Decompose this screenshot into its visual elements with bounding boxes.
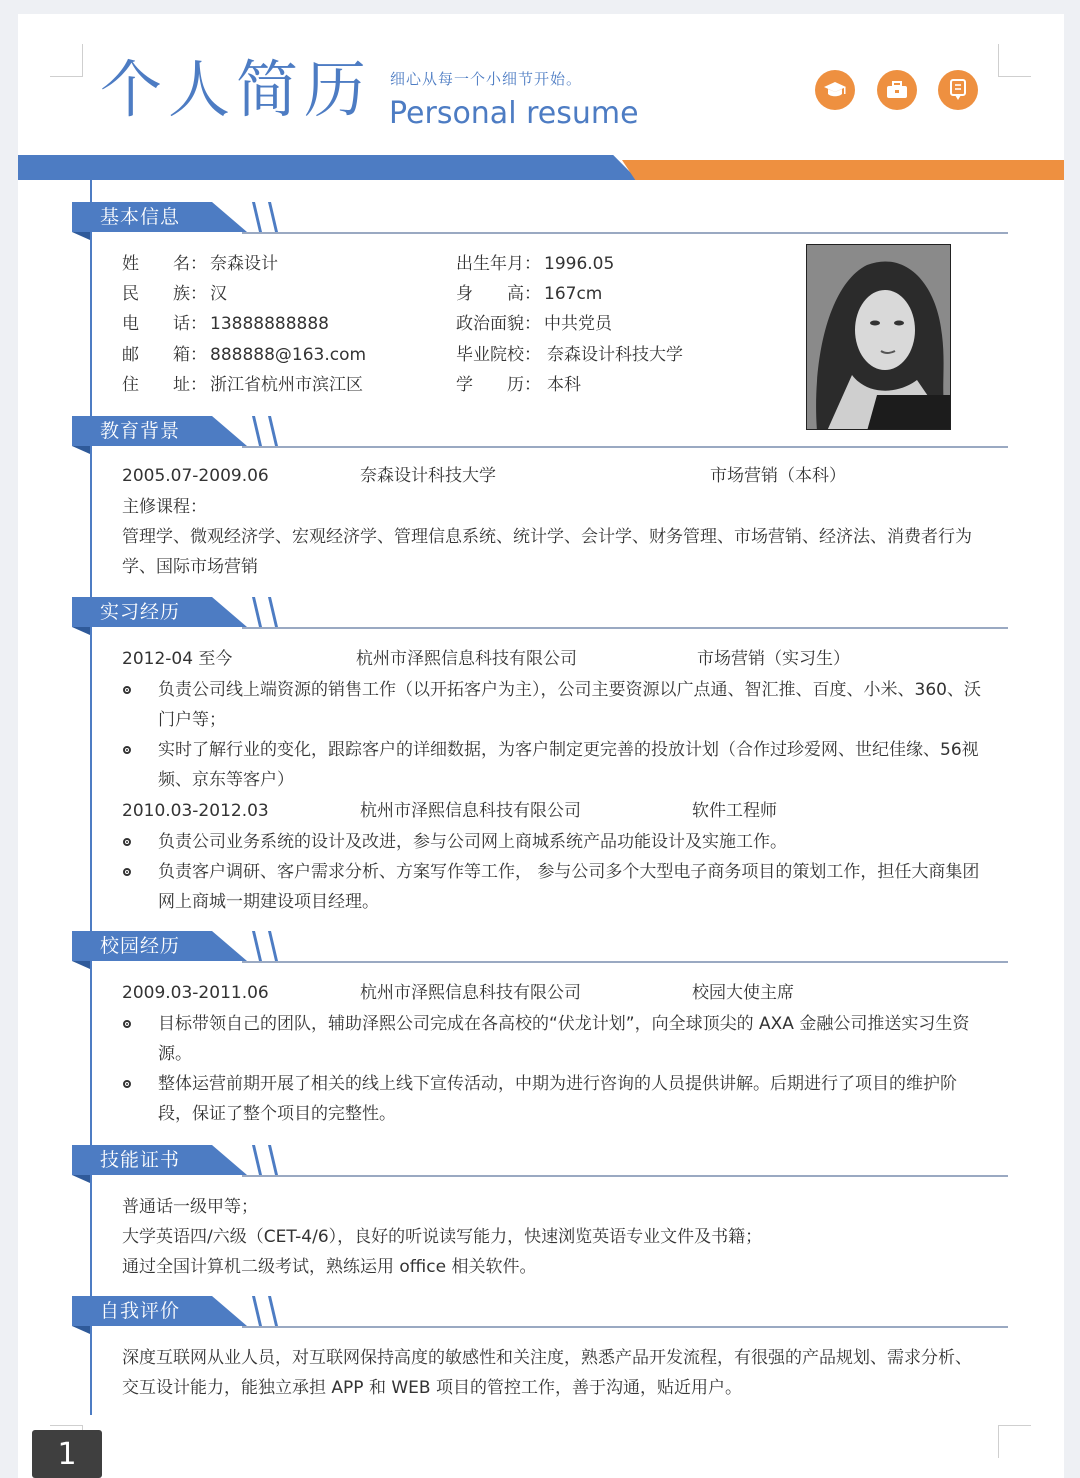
section-header-internship [72, 597, 1008, 631]
info-value: 13888888888 [210, 314, 329, 334]
info-label: 学 历： [456, 375, 541, 395]
section-header-basic [72, 202, 1008, 236]
corner-mark [50, 44, 83, 77]
page-number: 1 [32, 1430, 102, 1478]
job-duty: 负责公司业务系统的设计及改进，参与公司网上商城系统产品功能设计及实施工作。 [158, 832, 787, 852]
corner-mark [998, 44, 1031, 77]
info-value: 奈森设计科技大学 [547, 345, 683, 365]
header-band-orange [622, 160, 1064, 180]
skill-item: 大学英语四/六级（CET-4/6），良好的听说读写能力，快速浏览英语专业文件及书籍； [122, 1227, 763, 1247]
section-title: 自我评价 [100, 1300, 181, 1322]
info-value: 888888@163.com [210, 345, 367, 365]
job-company: 杭州市泽熙信息科技有限公司 [360, 801, 581, 821]
info-value: 汉 [210, 284, 227, 304]
campus-duty: 整体运营前期开展了相关的线上线下宣传活动，中期为进行咨询的人员提供讲解。后期进行了项目的维护阶段，保证了整个项目的完整性。 [158, 1074, 957, 1124]
section-header-self [72, 1296, 1008, 1330]
info-value: 浙江省杭州市滨江区 [210, 375, 363, 395]
job-role: 市场营销（实习生） [697, 649, 850, 669]
courses-list: 管理学、微观经济学、宏观经济学、管理信息系统、统计学、会计学、财务管理、市场营销、经济法、消费者行为学、国际市场营销 [122, 527, 972, 577]
info-value: 本科 [547, 375, 581, 395]
section-header-education [72, 416, 1008, 450]
education-period: 2005.07-2009.06 [122, 466, 269, 486]
bullet-dot [123, 1020, 131, 1028]
bullet-dot [123, 746, 131, 754]
certificate-icon [938, 70, 978, 110]
info-label: 出生年月： [456, 254, 541, 274]
campus-company: 杭州市泽熙信息科技有限公司 [360, 983, 581, 1003]
education-school: 奈森设计科技大学 [360, 466, 496, 486]
campus-role: 校园大使主席 [692, 983, 794, 1003]
resume-slogan: 细心从每一个小细节开始。 [390, 70, 583, 88]
profile-photo [806, 244, 951, 430]
info-value: 167cm [544, 284, 603, 304]
info-value: 中共党员 [544, 314, 612, 334]
info-label: 住 址： [122, 375, 207, 395]
info-value: 1996.05 [544, 254, 615, 274]
skill-item: 通过全国计算机二级考试，熟练运用 office 相关软件。 [122, 1257, 537, 1277]
info-label: 毕业院校： [456, 345, 541, 365]
job-duty: 负责客户调研、客户需求分析、方案写作等工作， 参与公司多个大型电子商务项目的策划工作，担任大商集团网上商城一期建设项目经理。 [158, 862, 980, 912]
section-title: 基本信息 [100, 206, 181, 228]
section-header-campus [72, 931, 1008, 965]
info-label: 电 话： [122, 314, 207, 334]
campus-period: 2009.03-2011.06 [122, 983, 269, 1003]
self-evaluation: 深度互联网从业人员，对互联网保持高度的敏感性和关注度，熟悉产品开发流程，有很强的产品规划、需求分析、交互设计能力，能独立承担 APP 和 WEB 项目的管控工作，善于沟通，贴近用户。 [122, 1348, 972, 1398]
section-header-skills [72, 1145, 1008, 1179]
bullet-dot [123, 686, 131, 694]
info-label: 身 高： [456, 284, 541, 304]
job-company: 杭州市泽熙信息科技有限公司 [356, 649, 577, 669]
briefcase-icon [877, 70, 917, 110]
resume-title: 个人简历 [100, 53, 373, 126]
job-duty: 实时了解行业的变化，跟踪客户的详细数据，为客户制定更完善的投放计划（合作过珍爱网、世纪佳缘、56视频、京东等客户） [158, 740, 979, 790]
info-label: 政治面貌： [456, 314, 541, 334]
skill-item: 普通话一级甲等； [122, 1197, 258, 1217]
job-period: 2012-04 至今 [122, 649, 233, 669]
bullet-dot [123, 838, 131, 846]
resume-subtitle: Personal resume [389, 96, 639, 131]
courses-label: 主修课程： [122, 497, 207, 517]
section-title: 校园经历 [100, 935, 181, 957]
info-label: 民 族： [122, 284, 207, 304]
info-label: 邮 箱： [122, 345, 207, 365]
bullet-dot [123, 868, 131, 876]
section-title: 实习经历 [100, 601, 181, 623]
info-value: 奈森设计 [210, 254, 278, 274]
education-major: 市场营销（本科） [710, 466, 846, 486]
campus-duty: 目标带领自己的团队，辅助泽熙公司完成在各高校的“伏龙计划”，向全球顶尖的 AXA 金融公司推送实习生资源。 [158, 1014, 970, 1064]
job-duty: 负责公司线上端资源的销售工作（以开拓客户为主），公司主要资源以广点通、智汇推、百度、小米、360、沃门户等； [158, 680, 981, 730]
header-band-blue [18, 155, 638, 180]
section-title: 教育背景 [100, 420, 181, 442]
job-period: 2010.03-2012.03 [122, 801, 269, 821]
section-title: 技能证书 [100, 1149, 181, 1171]
info-label: 姓 名： [122, 254, 207, 274]
corner-mark [998, 1425, 1031, 1458]
job-role: 软件工程师 [692, 801, 777, 821]
bullet-dot [123, 1080, 131, 1088]
timeline-line [90, 180, 92, 1415]
graduation-cap-icon [815, 70, 855, 110]
